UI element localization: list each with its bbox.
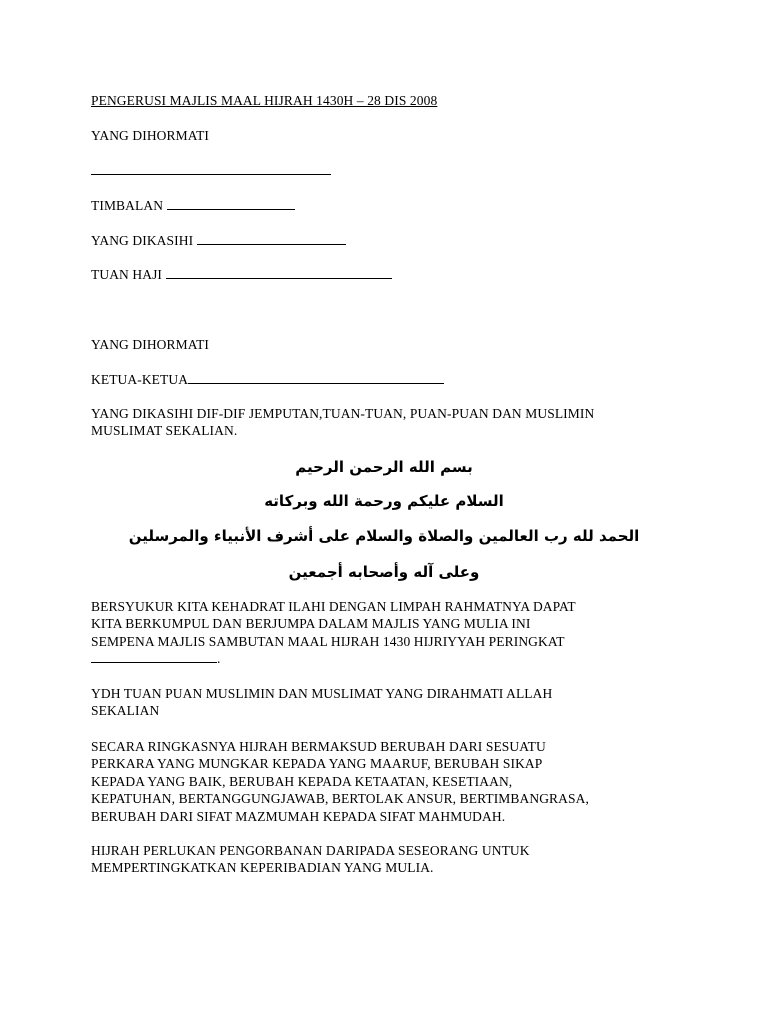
- ketua-line: [91, 371, 444, 388]
- gratitude-paragraph: [91, 598, 691, 668]
- tuan-haji-line: [91, 266, 392, 283]
- ketua-label: KETUA-KETUA: [91, 372, 189, 387]
- paragraph-line: YDH TUAN PUAN MUSLIMIN DAN MUSLIMAT YANG DIRAHMATI ALLAH: [91, 686, 553, 701]
- fill-in-blank: [167, 197, 295, 210]
- paragraph-line: SEKALIAN: [91, 703, 160, 719]
- period: .: [217, 651, 221, 667]
- fill-in-blank: [91, 650, 217, 663]
- arabic-basmalah: بسم الله الرحمن الرحيم: [295, 458, 473, 476]
- paragraph-line: PERKARA YANG MUNGKAR KEPADA YANG MAARUF, BERUBAH SIKAP: [91, 756, 543, 772]
- paragraph-line: KEPADA YANG BAIK, BERUBAH KEPADA KETAATAN, KESETIAAN,: [91, 773, 513, 789]
- paragraph-line: YANG DIKASIHI DIF-DIF JEMPUTAN,TUAN-TUAN, PUAN-PUAN DAN MUSLIMIN: [91, 406, 595, 421]
- hijrah-meaning-paragraph: [91, 738, 691, 825]
- paragraph-line: BERSYUKUR KITA KEHADRAT ILAHI DENGAN LIMPAH RAHMATNYA DAPAT: [91, 599, 576, 614]
- fill-in-blank: [188, 371, 444, 384]
- paragraph-line: BERUBAH DARI SIFAT MAZMUMAH KEPADA SIFAT MAHMUDAH.: [91, 808, 506, 824]
- paragraph-line: MUSLIMAT SEKALIAN.: [91, 423, 238, 439]
- paragraph-line: SECARA RINGKASNYA HIJRAH BERMAKSUD BERUBAH DARI SESUATU: [91, 739, 546, 754]
- fill-in-blank: [166, 266, 392, 279]
- paragraph-line: [91, 650, 691, 667]
- sacrifice-paragraph: [91, 842, 691, 877]
- address-paragraph: [91, 685, 691, 720]
- arabic-hamdalah: الحمد لله رب العالمين والصلاة والسلام على أشرف الأنبياء والمرسلين: [128, 527, 640, 545]
- arabic-salam: السلام عليكم ورحمة الله وبركاته: [264, 492, 504, 510]
- dikasihi-label: YANG DIKASIHI: [91, 233, 194, 248]
- dikasihi-line: [91, 232, 346, 249]
- paragraph-line: HIJRAH PERLUKAN PENGORBANAN DARIPADA SESEORANG UNTUK: [91, 843, 530, 858]
- greeting-dihormati-2: YANG DIHORMATI: [91, 337, 210, 352]
- guest-name-blank-line: [91, 162, 331, 179]
- paragraph-line: KITA BERKUMPUL DAN BERJUMPA DALAM MAJLIS YANG MULIA INI: [91, 616, 531, 632]
- tuan-haji-label: TUAN HAJI: [91, 267, 163, 282]
- invitees-paragraph: [91, 405, 691, 440]
- document-title: PENGERUSI MAJLIS MAAL HIJRAH 1430H – 28 DIS 2008: [91, 93, 438, 108]
- timbalan-label: TIMBALAN: [91, 198, 164, 213]
- greeting-dihormati: YANG DIHORMATI: [91, 128, 210, 143]
- timbalan-line: [91, 197, 295, 214]
- paragraph-line: MEMPERTINGKATKAN KEPERIBADIAN YANG MULIA.: [91, 860, 434, 876]
- arabic-closing: وعلى آله وأصحابه أجمعين: [288, 563, 480, 581]
- paragraph-line: SEMPENA MAJLIS SAMBUTAN MAAL HIJRAH 1430 HIJRIYYAH PERINGKAT: [91, 633, 565, 649]
- paragraph-line: KEPATUHAN, BERTANGGUNGJAWAB, BERTOLAK ANSUR, BERTIMBANGRASA,: [91, 791, 589, 807]
- fill-in-blank: [91, 162, 331, 175]
- fill-in-blank: [197, 232, 346, 245]
